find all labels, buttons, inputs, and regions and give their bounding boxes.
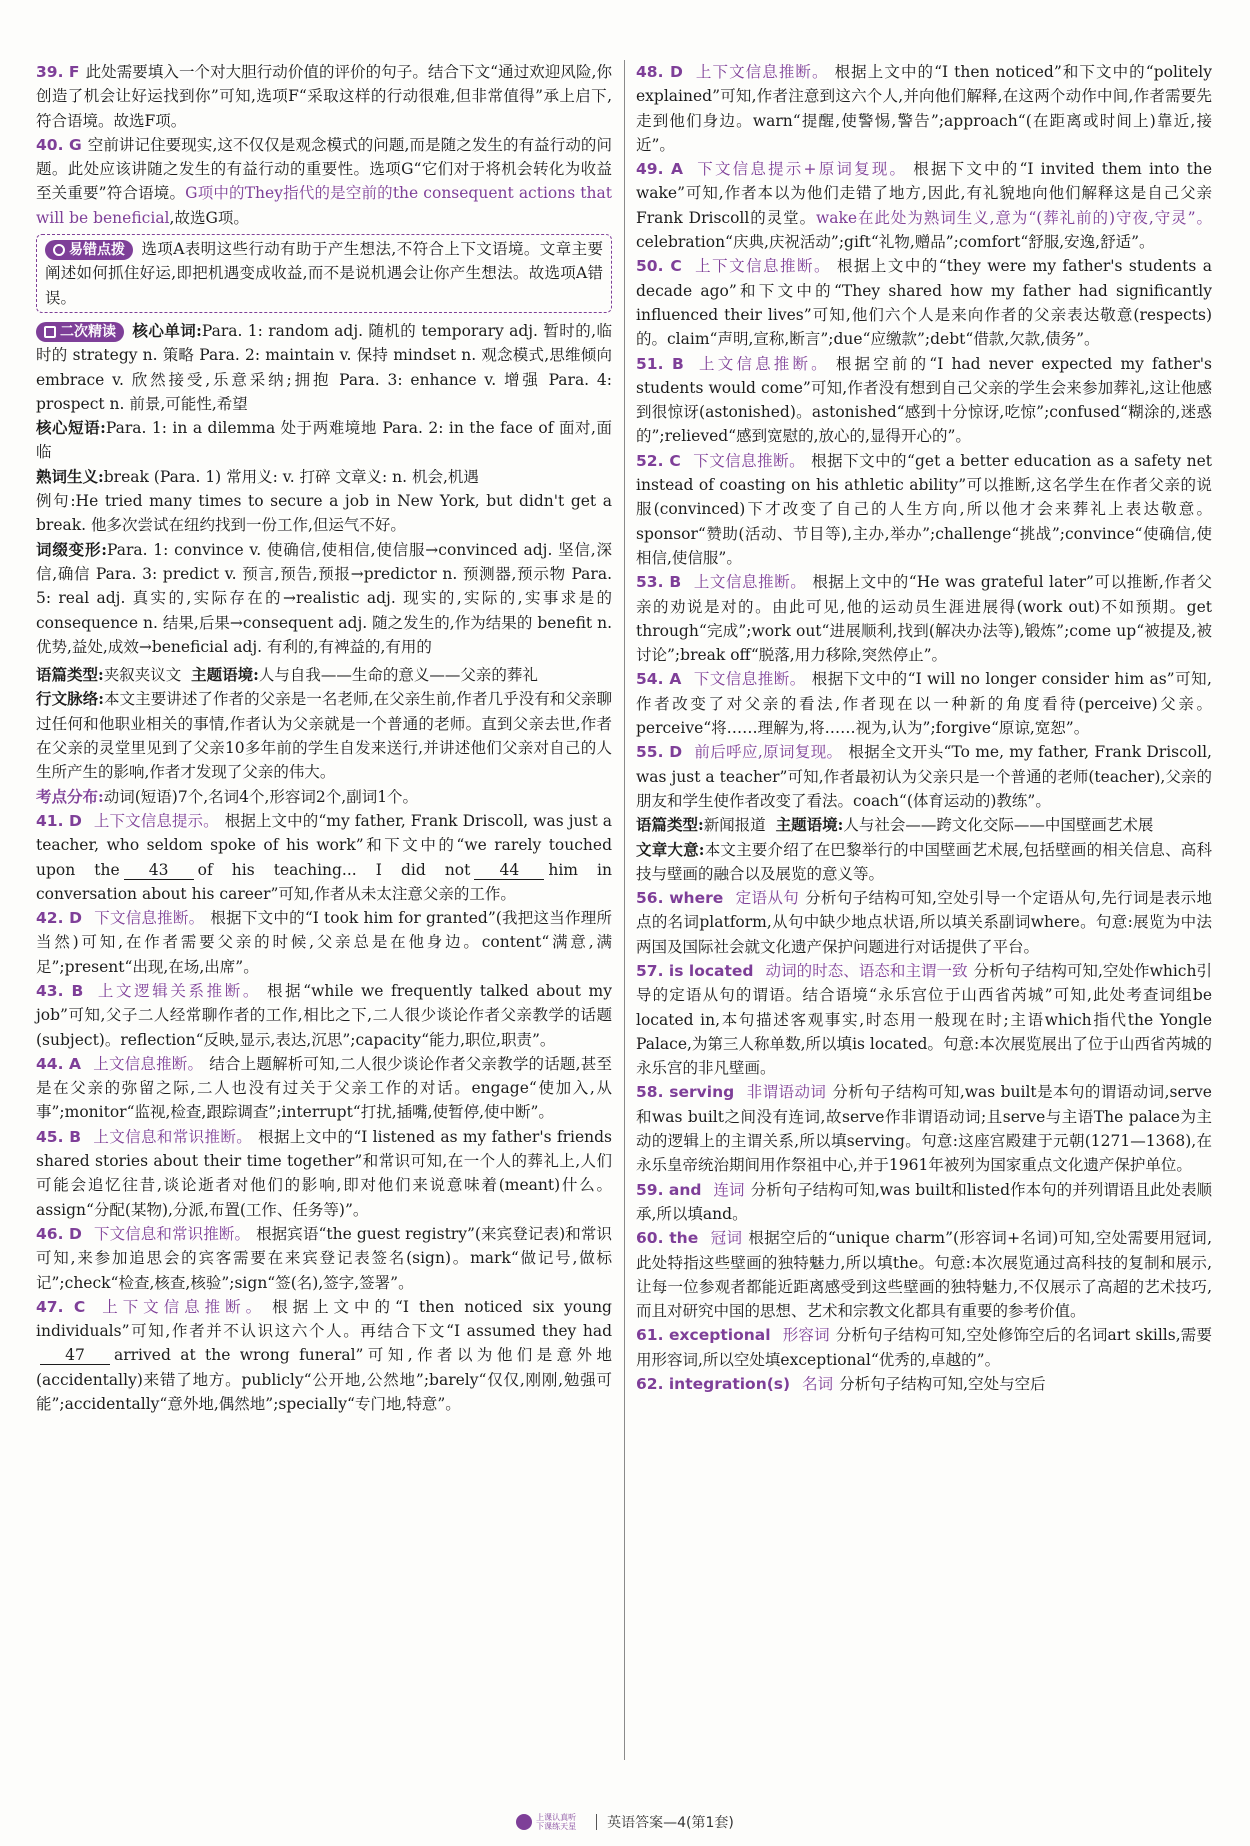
second-reading: 二次精读 核心单词:Para. 1: random adj. 随机的 temporary adj. 暂时的,临时的 strategy n. 策略 Para. 2: maintain v. 保持 mindset n. 观念模式,思维倾向 embrace v. 欣然接受,乐意采纳;拥抱 Para. 3: enhance v. 增强 Para. 4: prospect n. 前景,可能性,希望 [36, 320, 612, 413]
answer-50: 50. C 上下文信息推断。 根据上文中的“they were my father's students a decade ago”和下文中的“They shared how my father had significantly influenced their lives”可知,他们六个人是来向作者的父亲表达敬意(respects)的。claim“声明,宣称,断言”;due“应缴款”;debt“借款,欠款,债务”。 [636, 257, 1212, 349]
text-summary: 文章大意:本文主要介绍了在巴黎举行的中国壁画艺术展,包括壁画的相关信息、高科技与壁画的融合以及展览的意义等。 [636, 839, 1212, 883]
answer-55: 55. D 前后呼应,原词复现。 根据全文开头“To me, my father, Frank Driscoll, was just a teacher”可知,作者最初认为父亲只是一个普通的老师(teacher),父亲的朋友和学生使作者改变了看法。coach“(体育运动的)教练”。 [636, 743, 1212, 810]
right-column [636, 60, 1212, 1396]
answer-42: 42. D 下文信息推断。 根据下文中的“I took him for granted”(我把这当作理所当然)可知,在作者需要父亲的时候,父亲总是在他身边。content“满意,满足”;present“出现,在场,出席”。 [36, 909, 612, 976]
answer-page [36, 60, 1214, 1760]
answer-53: 53. B 上文信息推断。 根据上文中的“He was grateful later”可以推断,作者父亲的劝说是对的。由此可见,他的运动员生涯进展得(work out)不如预期。get through“完成”;work out“进展顺利,找到(解决办法等),锻炼”;come up“被提及,被讨论”;break off“脱落,用力移除,突然停止”。 [636, 573, 1212, 665]
text-context: 行文脉络:本文主要讲述了作者的父亲是一名老师,在父亲生前,作者几乎没有和父亲聊过任何和他职业相关的事情,作者认为父亲就是一个普通的老师。直到父亲去世,作者在父亲的灵堂里见到了父亲10多年前的学生自发来送行,并讲述他们父亲对自己的人生所产生的影响,作者才发现了父亲的伟大。 [36, 689, 612, 782]
answer-59: 59. and 连词 分析句子结构可知,was built和listed作本句的并列谓语且此处表顺承,所以填and。 [636, 1180, 1212, 1223]
book-icon [44, 326, 56, 338]
brand-slogan: 上课认真听 下课练天星 [536, 1813, 577, 1831]
brand-logo-icon [516, 1814, 532, 1830]
core-phrases: 核心短语:Para. 1: in a dilemma 处于两难境地 Para. 2: in the face of 面对,面临 [36, 418, 612, 462]
answer-40: 40. G 空前讲记住要现实,这不仅仅是观念模式的问题,而是随之发生的有益行动的问题。此处应该讲随之发生的有益行动的重要性。选项G“它们对于将机会转化为收益至关重要”符合语境。G项中的They指代的是空前的the consequent actions that will be beneficial,故选G项。 [36, 135, 613, 227]
answer-61: 61. exceptional 形容词 分析句子结构可知,空处修饰空后的名词art skills,需要用形容词,所以空处填exceptional“优秀的,卓越的”。 [636, 1326, 1212, 1369]
answer-51: 51. B 上文信息推断。 根据空前的“I had never expected my father's students would come”可知,作者没有想到自己父亲的学生会来参加葬礼,这让他感到很惊讶(astonished)。astonished“感到十分惊讶,吃惊”;confused“糊涂的,迷惑的”;relieved“感到宽慰的,放心的,显得开心的”。 [636, 354, 1212, 446]
left-column [36, 60, 612, 1416]
page-number: 英语答案—4(第1套) [607, 1815, 734, 1831]
answer-62: 62. integration(s) 名词 分析句子结构可知,空处与空后 [636, 1375, 1046, 1394]
column-divider [624, 60, 625, 1760]
text-genre-2: 语篇类型:新闻报道 主题语境:人与社会——跨文化交际——中国壁画艺术展 [636, 815, 1154, 835]
familiar-word-new-meaning: 熟词生义:break (Para. 1) 常用义: v. 打碎 文章义: n. 机会,机遇 [36, 466, 479, 486]
answer-52: 52. C 下文信息推断。 根据下文中的“get a better education as a safety net instead of coasting on his athletic ability”可以推断,这名学生在作者父亲的说服(convinced)下才改变了自己的人生方向,所以他才会来葬礼上表达敬意。sponsor“赞助(活动、节目等),主办,举办”;challenge“挑战”;convince“使确信,使相信,使信服”。 [636, 451, 1212, 567]
mistake-tip-label: 易错点拨 [45, 240, 133, 260]
answer-46: 46. D 下文信息和常识推断。 根据宾语“the guest registry”(来宾登记表)和常识可知,来参加追思会的宾客需要在来宾登记表签名(sign)。mark“做记号,做标记”;check“检查,核查,核验”;sign“签(名),签字,签署”。 [36, 1224, 612, 1292]
example-sentence: 例句:He tried many times to secure a job in New York, but didn't get a break. 他多次尝试在纽约找到一份工作,但运气不好。 [36, 492, 612, 535]
mistake-tip-box: 易错点拨 选项A表明这些行动有助于产生想法,不符合上下文语境。文章主要阐述如何抓住好运,即把机遇变成收益,而不是说机遇会让你产生想法。故选项A错误。 [36, 234, 612, 313]
page-footer [0, 1810, 1250, 1834]
answer-41: 41. D 上下文信息提示。 根据上文中的“my father, Frank Driscoll, was just a teacher, who seldom spoke of his work”和下文中的“we rarely touched upon the 43 of his teaching... I did not 44 him in conversation about his career”可知,作者从未太注意父亲的工作。 [36, 811, 612, 903]
answer-60: 60. the 冠词 根据空后的“unique charm”(形容词+名词)可知,空处需要用冠词,此处特指这些壁画的独特魅力,所以填the。句意:本次展览通过高科技的复制和展示,让每一位参观者都能近距离感受到这些壁画的独特魅力,不仅展示了高超的艺术技巧,而且对研究中国的思想、艺术和宗教文化都具有重要的参考价值。 [636, 1229, 1212, 1321]
answer-43: 43. B 上文逻辑关系推断。 根据“while we frequently talked about my job”可知,父子二人经常聊作者的工作,相比之下,二人很少谈论作者父亲教学的话题(subject)。reflection“反映,显示,表达,沉思”;capacity“能力,职位,职责”。 [36, 981, 612, 1049]
footer-separator [596, 1814, 597, 1830]
target-icon [53, 244, 65, 256]
answer-58: 58. serving 非谓语动词 分析句子结构可知,was built是本句的谓语动词,serve和was built之间没有连词,故serve作非谓语动词;且serve与主语The palace为主动的逻辑上的主谓关系,所以填serving。句意:这座宫殿建于元朝(1271—1368),在永乐皇帝统治期间用作祭祖中心,并于1961年被列为国家重点文化遗产保护单位。 [636, 1083, 1212, 1175]
test-point-distribution: 考点分布:动词(短语)7个,名词4个,形容词2个,副词1个。 [36, 786, 419, 806]
text-genre: 语篇类型:夹叙夹议文 主题语境:人与自我——生命的意义——父亲的葬礼 [36, 665, 538, 685]
answer-57: 57. is located 动词的时态、语态和主谓一致 分析句子结构可知,空处作which引导的定语从句的谓语。结合语境“永乐宫位于山西省芮城”可知,此处考查词组be located in,本句描述客观事实,时态用一般现在时;主语which指代the Yongle Palace,为第三人称单数,所以填is located。句意:本次展览展出了位于山西省芮城的永乐宫的非凡壁画。 [636, 961, 1212, 1078]
answer-44: 44. A 上文信息推断。 结合上题解析可知,二人很少谈论作者父亲教学的话题,甚至是在父亲的弥留之际,二人也没有过关于父亲工作的对话。engage“使加入,从事”;monitor“监视,检查,跟踪调查”;interrupt“打扰,插嘴,使暂停,使中断”。 [36, 1054, 612, 1122]
answer-48: 48. D 上下文信息推断。 根据上文中的“I then noticed”和下文中的“politely explained”可知,作者注意到这六个人,并向他们解释,在这两个动作中间,作者需要先走到他们身边。warn“提醒,使警惕,警告”;approach“(在距离或时间上)靠近,接近”。 [636, 63, 1212, 154]
brand-logo [516, 1813, 576, 1831]
answer-45: 45. B 上文信息和常识推断。 根据上文中的“I listened as my father's friends shared stories about their time together”和常识可知,在一个人的葬礼上,人们可能会追忆往昔,谈论逝者对他们的影响,即对他们来说意味着(meant)什么。assign“分配(某物),分派,布置(工作、任务等)”。 [36, 1127, 612, 1219]
affix-variation: 词缀变形:Para. 1: convince v. 使确信,使相信,使信服→convinced adj. 坚信,深信,确信 Para. 3: predict v. 预言,预告,预报→predictor n. 预测器,预示物 Para. 5: real adj. 真实的,实际存在的→realistic adj. 现实的,实际的,实事求是的 consequence n. 结果,后果→consequent adj. 随之发生的,作为结果的 benefit n. 优势,益处,成效→beneficial adj. 有利的,有裨益的,有用的 [36, 539, 612, 656]
answer-39: 39. F 此处需要填入一个对大胆行动价值的评价的句子。结合下文“通过欢迎风险,你创造了机会让好运找到你”可知,选项F“采取这样的行动很难,但非常值得”承上启下,符合语境。故选F项。 [36, 63, 612, 130]
answer-54: 54. A 下文信息推断。 根据下文中的“I will no longer consider him as”可知,作者改变了对父亲的看法,作者现在以一种新的角度看待(perceive)父亲。perceive“将……理解为,将……视为,认为”;forgive“原谅,宽恕”。 [636, 670, 1212, 738]
second-reading-label: 二次精读 [36, 322, 124, 342]
answer-49: 49. A 下文信息提示+原词复现。 根据下文中的“I invited them into the wake”可知,作者本以为他们走错了地方,因此,有礼貌地向他们解释这是自己父亲Frank Driscoll的灵堂。wake在此处为熟词生义,意为“(葬礼前的)守夜,守灵”。celebration“庆典,庆祝活动”;gift“礼物,赠品”;comfort“舒服,安逸,舒适”。 [636, 160, 1212, 252]
answer-47: 47. C 上下文信息推断。 根据上文中的“I then noticed six young individuals”可知,作者并不认识这六个人。再结合下文“I assumed they had47 arrived at the wrong funeral”可知,作者以为他们是意外地(accidentally)来错了地方。publicly“公开地,公然地”;barely“仅仅,刚刚,勉强可能”;accidentally“意外地,偶然地”;specially“专门地,特意”。 [36, 1297, 612, 1414]
answer-56: 56. where 定语从句 分析句子结构可知,空处引导一个定语从句,先行词是表示地点的名词platform,从句中缺少地点状语,所以填关系副词where。句意:展览为中法两国及国际社会就文化遗产保护问题进行对话提供了平台。 [636, 889, 1212, 956]
